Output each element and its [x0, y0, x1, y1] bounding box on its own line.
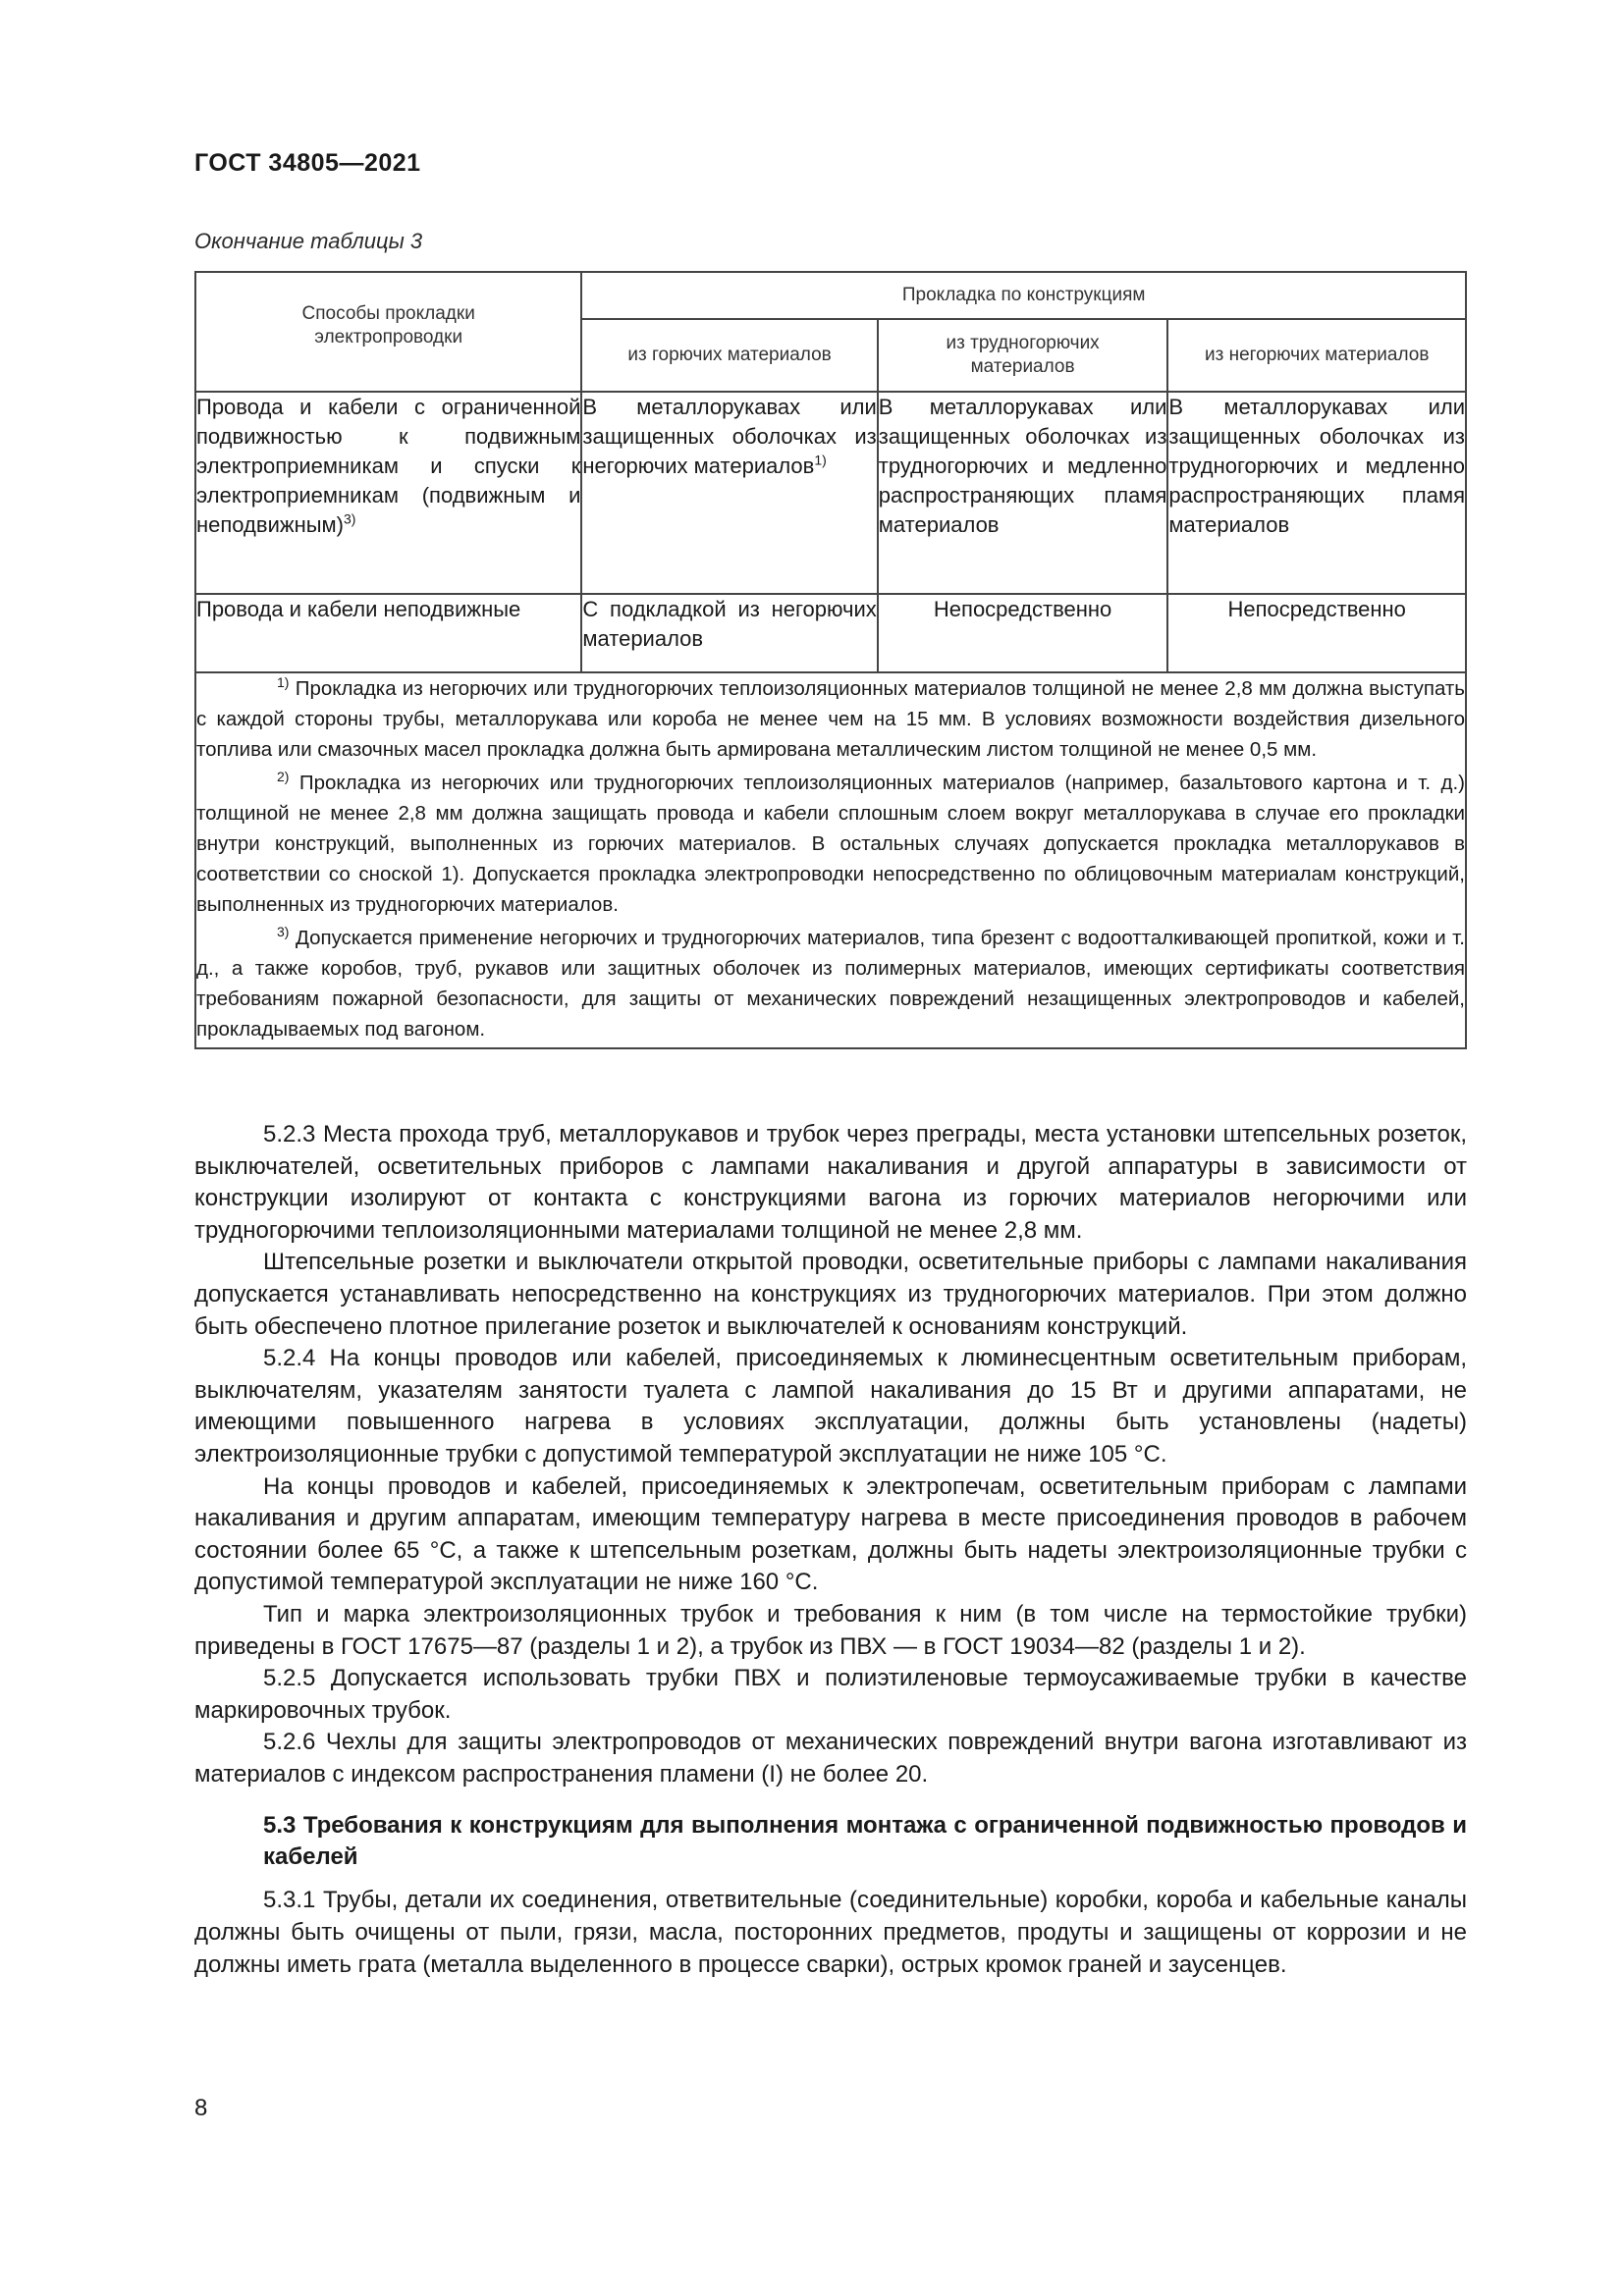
document-body	[194, 1119, 1467, 1981]
table-header-method	[195, 272, 581, 392]
section-heading-5-3: 5.3 Требования к конструкциям для выполнения монтажа с ограниченной подвижностью проводов и кабелей	[263, 1812, 1467, 1871]
table-header-group	[581, 272, 1466, 319]
document-header: ГОСТ 34805—2021	[194, 149, 421, 177]
cell-method-text: Провода и кабели с ограниченной подвижностью к подвижным электроприемникам и спуски к электроприемникам (подвижным и неподвижным)	[196, 395, 581, 537]
footnote-ref-3: 3)	[344, 510, 356, 527]
footnote-ref-1: 1)	[814, 452, 827, 468]
cell-noncombustible: В металлорукавах или защищенных оболочках из трудногорючих и медленно распространяющих пламя материалов	[1167, 392, 1466, 594]
header-method-text: Способы прокладки электропроводки	[301, 303, 475, 347]
table-caption: Окончание таблицы 3	[194, 229, 423, 253]
table-footnotes	[195, 672, 1466, 1048]
paragraph-tube-types: Тип и марка электроизоляционных трубок и требования к ним (в том числе на термостойкие трубки) приведены в ГОСТ 17675—87 (разделы 1 и 2), а трубок из ПВХ — в ГОСТ 19034—82 (разделы 1 и 2).	[194, 1600, 1467, 1660]
footnote-3	[196, 923, 1465, 1044]
table-notes-row	[195, 672, 1466, 1048]
cell-hard-combustible: Непосредственно	[878, 594, 1168, 672]
footnote-mark: 1)	[277, 674, 290, 691]
cell-method	[195, 392, 581, 594]
page-number: 8	[194, 2095, 208, 2121]
paragraph-sockets: Штепсельные розетки и выключатели открытой проводки, осветительные приборы с лампами накаливания допускается устанавливать непосредственно на конструкциях из трудногорючих материалов. При этом должно быть обеспечено плотное прилегание розеток и выключателей к основаниям конструкций.	[194, 1249, 1467, 1340]
subheader-combustible-text: из горючих материалов	[627, 345, 832, 365]
paragraph-heaters: На концы проводов и кабелей, присоединяемых к электропечам, осветительным приборам с лампами накаливания и другим аппаратам, имеющим температуру нагрева в месте присоединения проводов в рабочем состоянии более 65 °С, а также к штепсельным розеткам, должны быть надеты электроизоляционные трубки с допустимой температурой эксплуатации не ниже 160 °С.	[194, 1472, 1467, 1596]
paragraph-5-3-1: 5.3.1 Трубы, детали их соединения, ответвительные (соединительные) коробки, короба и кабельные каналы должны быть очищены от пыли, грязи, масла, посторонних предметов, продуты и защищены от коррозии и не должны иметь грата (металла выделенного в процессе сварки), острых кромок граней и заусенцев.	[194, 1887, 1467, 1978]
cell-combustible	[581, 392, 877, 594]
footnote-1	[196, 673, 1465, 765]
subheader-hard-combustible-text: из трудногорючих материалов	[946, 333, 1100, 377]
table-row	[195, 594, 1466, 672]
header-group-text: Прокладка по конструкциям	[901, 285, 1146, 305]
footnote-text: Допускается применение негорючих и трудногорючих материалов, типа брезент с водоотталкивающей пропиткой, кожи и т. д., а также коробов, труб, рукавов или защитных оболочек из полимерных материалов, имеющих сертификаты соответствия требованиям пожарной безопасности, для защиты от механических повреждений незащищенных электропроводов и кабелей, прокладываемых под вагоном.	[196, 927, 1465, 1041]
table-row	[195, 392, 1466, 594]
footnote-2	[196, 768, 1465, 920]
subheader-noncombustible-text: из негорючих материалов	[1205, 345, 1430, 365]
paragraph-5-2-5: 5.2.5 Допускается использовать трубки ПВХ и полиэтиленовые термоусаживаемые трубки в качестве маркировочных трубок.	[194, 1665, 1467, 1724]
cell-hard-combustible: В металлорукавах или защищенных оболочках из трудногорючих и медленно распространяющих пламя материалов	[878, 392, 1168, 594]
cell-combustible: С подкладкой из негорючих материалов	[581, 594, 877, 672]
paragraph-5-2-4: 5.2.4 На концы проводов или кабелей, присоединяемых к люминесцентным осветительным приборам, выключателям, указателям занятости туалета с лампой накаливания до 15 Вт и другими аппаратами, не имеющими повышенного нагрева в условиях эксплуатации, должны быть установлены (надеты) электроизоляционные трубки с допустимой температурой эксплуатации не ниже 105 °С.	[194, 1345, 1467, 1468]
footnote-text: Прокладка из негорючих или трудногорючих теплоизоляционных материалов (например, базальтового картона и т. д.) толщиной не менее 2,8 мм должна защищать провода и кабели сплошным слоем вокруг металлорукава в случае его прокладки внутри конструкций, выполненных из горючих материалов. В остальных случаях допускается прокладка металлорукавов в соответствии со сноской 1). Допускается прокладка электропроводки непосредственно по облицовочным материалам конструкций, выполненных из трудногорючих материалов.	[196, 772, 1465, 916]
cell-combustible-text: В металлорукавах или защищенных оболочках из негорючих материалов	[582, 395, 877, 478]
cell-noncombustible: Непосредственно	[1167, 594, 1466, 672]
table-subheader-combustible	[581, 319, 877, 392]
table-subheader-noncombustible	[1167, 319, 1466, 392]
paragraph-5-2-6: 5.2.6 Чехлы для защиты электропроводов от механических повреждений внутри вагона изготавливают из материалов с индексом распространения пламени (I) не более 20.	[194, 1729, 1467, 1788]
footnote-mark: 2)	[277, 769, 290, 785]
footnote-text: Прокладка из негорючих или трудногорючих теплоизоляционных материалов толщиной не менее 2,8 мм должна выступать с каждой стороны трубы, металлорукава или короба не менее чем на 15 мм. В условиях возможности воздействия дизельного топлива или смазочных масел прокладка должна быть армирована металлическим листом толщиной не менее 0,5 мм.	[196, 677, 1465, 761]
footnote-mark: 3)	[277, 924, 290, 940]
requirements-table	[194, 271, 1467, 1049]
paragraph-5-2-3: 5.2.3 Места прохода труб, металлорукавов и трубок через преграды, места установки штепсельных розеток, выключателей, осветительных приборов с лампами накаливания и другой аппаратуры в зависимости от конструкции изолируют от контакта с конструкциями вагона из горючих материалов негорючими или трудногорючими теплоизоляционными материалами толщиной не менее 2,8 мм.	[194, 1121, 1467, 1244]
cell-method: Провода и кабели неподвижные	[195, 594, 581, 672]
table-subheader-hard-combustible	[878, 319, 1168, 392]
